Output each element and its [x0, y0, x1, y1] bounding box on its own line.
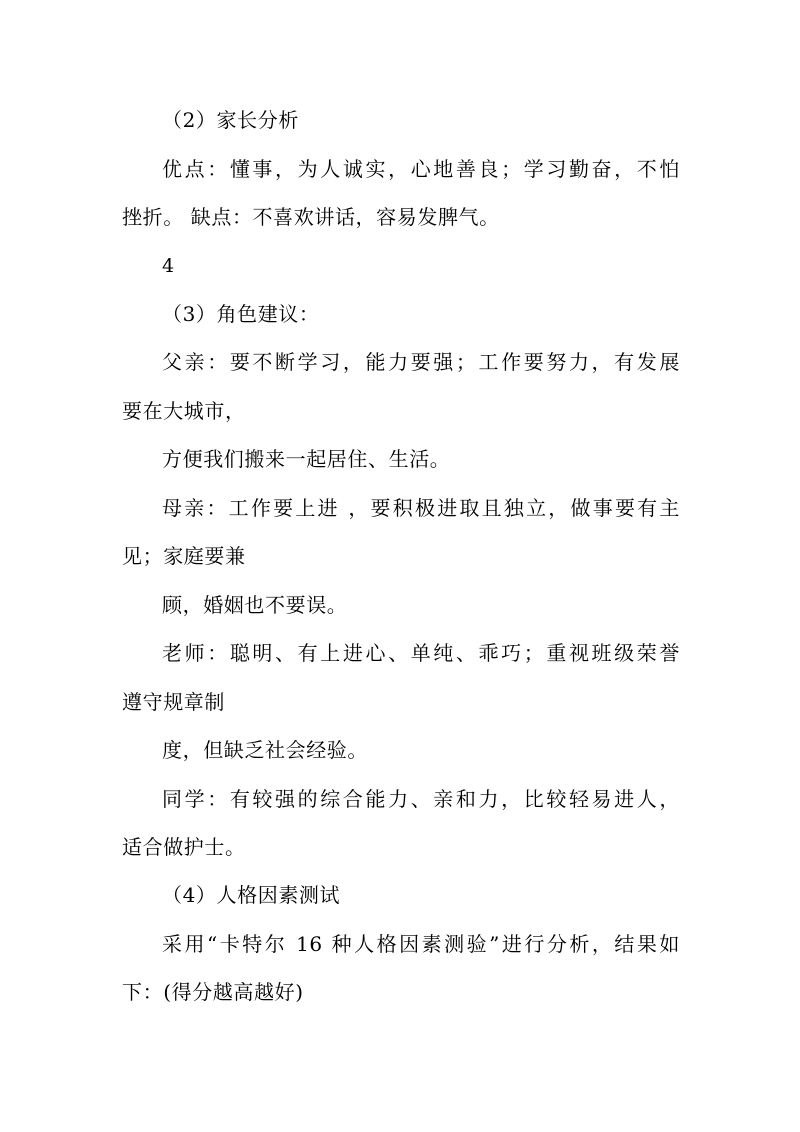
- paragraph-line: 同学：有较强的综合能力、亲和力，比较轻易进人，: [162, 787, 680, 811]
- section-heading-parent-analysis: （2）家长分析: [162, 108, 299, 132]
- paragraph-line: 见；家庭要兼: [122, 544, 246, 568]
- section-heading-role-suggestions: （3）角色建议：: [162, 302, 320, 326]
- paragraph-line: 要在大城市，: [122, 399, 246, 423]
- page-number: 4: [162, 255, 175, 277]
- paragraph-line: 适合做护士。: [122, 835, 246, 859]
- paragraph-line: 优点：懂事，为人诚实，心地善良；学习勤奋，不怕: [162, 157, 680, 181]
- section-heading-personality-test: （4）人格因素测试: [162, 883, 341, 907]
- paragraph-line: 下：(得分越高越好): [122, 980, 304, 1004]
- paragraph-line: 方便我们搬来一起居住、生活。: [162, 447, 451, 471]
- paragraph-line: 老师：聪明、有上进心、单纯、乖巧；重视班级荣誉: [162, 641, 680, 665]
- paragraph-line: 父亲：要不断学习，能力要强；工作要努力，有发展: [162, 350, 680, 374]
- paragraph-line: 遵守规章制: [122, 690, 225, 714]
- paragraph-line: 采用“卡特尔 16 种人格因素测验”进行分析，结果如: [162, 932, 680, 956]
- paragraph-line: 挫折。 缺点：不喜欢讲话，容易发脾气。: [122, 205, 500, 229]
- paragraph-line: 顾，婚姻也不要误。: [162, 593, 348, 617]
- paragraph-line: 度，但缺乏社会经验。: [162, 738, 368, 762]
- paragraph-line: 母亲：工作要上进 ，要积极进取且独立，做事要有主: [162, 496, 680, 520]
